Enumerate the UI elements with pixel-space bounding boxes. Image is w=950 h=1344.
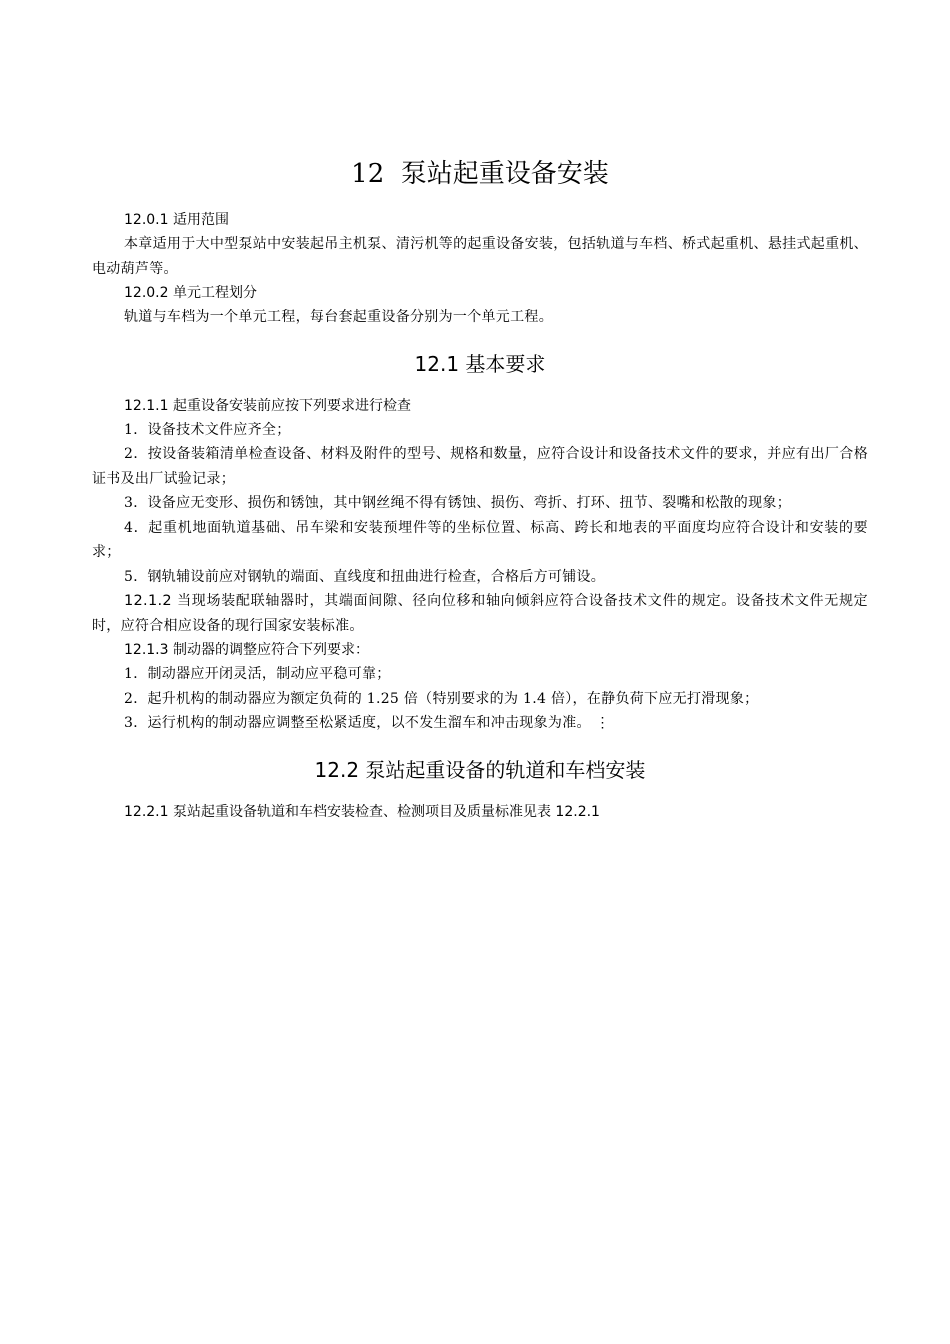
clause-12-1-1-heading: 12.1.1 起重设备安装前应按下列要求进行检查 — [124, 397, 411, 414]
section-12-1-title: 12.1 基本要求 — [414, 351, 546, 376]
clause-12-0-2-heading: 12.0.2 单元工程划分 — [124, 285, 257, 301]
chapter-title-text: 泵站起重设备安装 — [400, 159, 609, 189]
brake-item-1: 1．制动器应开闭灵活，制动应平稳可靠； — [124, 666, 391, 682]
clause-12-1-2-text: 当现场装配联轴器时，其端面间隙、径向位移和轴向倾斜应符合设备技术文件的规定。设备技术文件无规定时，应符合相应设备的现行国家安装标准。 — [92, 593, 868, 634]
clause-12-0-1-text: 本章适用于大中型泵站中安装起吊主机泵、清污机等的起重设备安装，包括轨道与车档、桥式起重机、悬挂式起重机、电动葫芦等。 — [92, 236, 868, 277]
chapter-number: 12 — [351, 159, 385, 189]
clause-12-1-2-number: 12.1.2 — [124, 593, 172, 609]
inspection-item-3: 3．设备应无变形、损伤和锈蚀，其中钢丝绳不得有锈蚀、损伤、弯折、打环、扭节、裂嘴和松散的现象； — [124, 495, 792, 511]
inspection-item-5: 5．钢轨辅设前应对钢轨的端面、直线度和扭曲进行检查，合格后方可铺设。 — [124, 568, 606, 585]
clause-12-1-3-heading: 12.1.3 制动器的调整应符合下列要求： — [124, 642, 369, 658]
clause-12-0-1-heading: 12.0.1 适用范围 — [124, 212, 229, 228]
inspection-item-2: 2．按设备装箱清单检查设备、材料及附件的型号、规格和数量，应符合设计和设备技术文件的要求，并应有出厂合格证书及出厂试验记录； — [92, 446, 868, 487]
inspection-item-4: 4．起重机地面轨道基础、吊车梁和安装预埋件等的坐标位置、标高、跨长和地表的平面度均应符合设计和安装的要求； — [92, 519, 868, 560]
text-body — [92, 150, 868, 824]
clause-12-2-1-heading: 12.2.1 泵站起重设备轨道和车档安装检查、检测项目及质量标准见表 12.2.1 — [124, 803, 600, 820]
brake-item-3: 3．运行机构的制动器应调整至松紧适度，以不发生溜车和冲击现象为准。 ⋮ — [124, 715, 610, 731]
inspection-item-1: 1．设备技术文件应齐全； — [124, 421, 291, 438]
section-12-2-title: 12.2 泵站起重设备的轨道和车档安装 — [314, 757, 646, 782]
chapter-title — [92, 150, 868, 198]
clause-12-1-2 — [92, 589, 868, 638]
clause-12-0-2-text: 轨道与车档为一个单元工程，每台套起重设备分别为一个单元工程。 — [124, 309, 553, 325]
brake-item-2: 2．起升机构的制动器应为额定负荷的 1.25 倍（特别要求的为 1.4 倍），在静负荷下应无打滑现象； — [124, 690, 759, 707]
